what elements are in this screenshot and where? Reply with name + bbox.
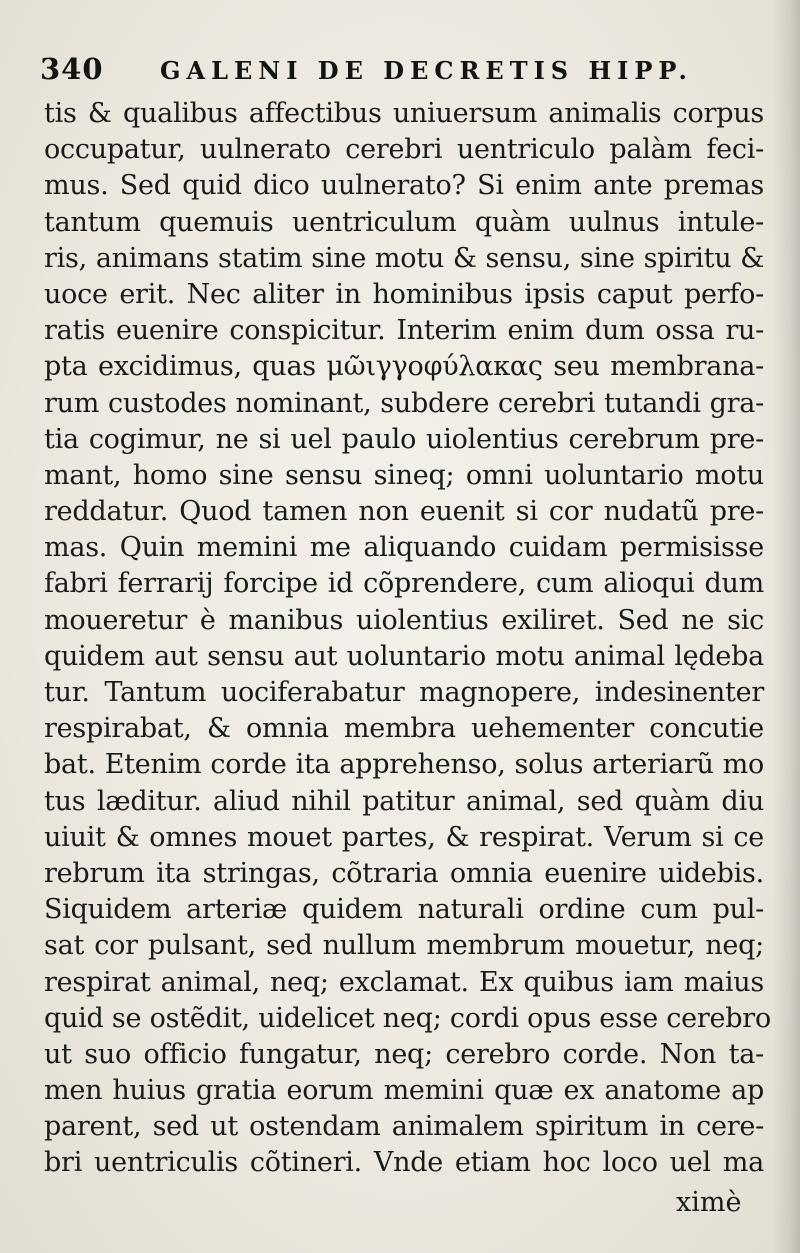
catchword: ximè [676,1187,742,1218]
text-line: ris, animans statim sine motu & sensu, sine spiritu & [44,242,764,274]
text-line: men huius gratia eorum memini quæ ex anatome ap [44,1075,764,1107]
text-line: pta excidimus, quas μῶιγγοφύλακας seu membrana- [44,351,764,383]
text-line: bat. Etenim corde ita apprehenso, solus arteriarũ mo [44,749,764,781]
text-line: ratis euenire conspicitur. Interim enim dum ossa ru- [44,315,764,347]
gutter-shadow [772,0,800,1253]
text-line: fabri ferrarij forcipe id cõprendere, cum alioqui dum [44,568,764,600]
text-line: uiuit & omnes mouet partes, & respirat. Verum si ce [44,821,764,853]
text-line: ut suo officio fungatur, neq; cerebro corde. Non ta- [44,1038,764,1070]
text-line: mant, homo sine sensu sineq; omni uoluntario motu [44,459,764,491]
page-header [40,52,740,92]
text-line: parent, sed ut ostendam animalem spiritum in cere- [44,1111,764,1143]
text-line: occupatur, uulnerato cerebri uentriculo palàm feci- [44,134,764,166]
text-line: tis & qualibus affectibus uniuersum animalis corpus [44,98,764,129]
running-title: GALENI DE DECRETIS HIPP. [160,56,693,85]
text-line: quid se ostẽdit, uidelicet neq; cordi opus esse cerebro [44,1002,771,1034]
text-line: tia cogimur, ne si uel paulo uiolentius cerebrum pre- [44,423,764,455]
text-line: reddatur. Quod tamen non euenit si cor nudatũ pre- [44,496,764,528]
text-line: mas. Quin memini me aliquando cuidam permisisse [44,532,764,564]
text-line: quidem aut sensu aut uoluntario motu animal lędeba [44,640,764,672]
text-line: tantum quemuis uentriculum quàm uulnus intule- [44,206,764,238]
text-line: Siquidem arteriæ quidem naturali ordine cum pul- [44,894,764,926]
page-number: 340 [40,52,104,86]
text-line: respirabat, & omnia membra uehementer concutie [44,713,764,745]
text-line: uoce erit. Nec aliter in hominibus ipsis caput perfo- [44,278,764,310]
text-line: moueretur è manibus uiolentius exiliret. Sed ne sic [44,604,764,636]
text-line: tur. Tantum uociferabatur magnopere, indesinenter [44,677,764,708]
text-line: rum custodes nominant, subdere cerebri tutandi gra- [44,387,764,419]
text-line: tus læditur. aliud nihil patitur animal, sed quàm diu [44,785,764,817]
text-line: bri uentriculis cõtineri. Vnde etiam hoc loco uel ma [44,1147,764,1179]
text-line: respirat animal, neq; exclamat. Ex quibus iam maius [44,966,764,998]
text-line: sat cor pulsant, sed nullum membrum mouetur, neq; [44,930,764,962]
body-text [44,96,771,1182]
text-line: mus. Sed quid dico uulnerato? Si enim ante premas [44,170,764,202]
text-line: rebrum ita stringas, cõtraria omnia euenire uidebis. [44,857,764,889]
